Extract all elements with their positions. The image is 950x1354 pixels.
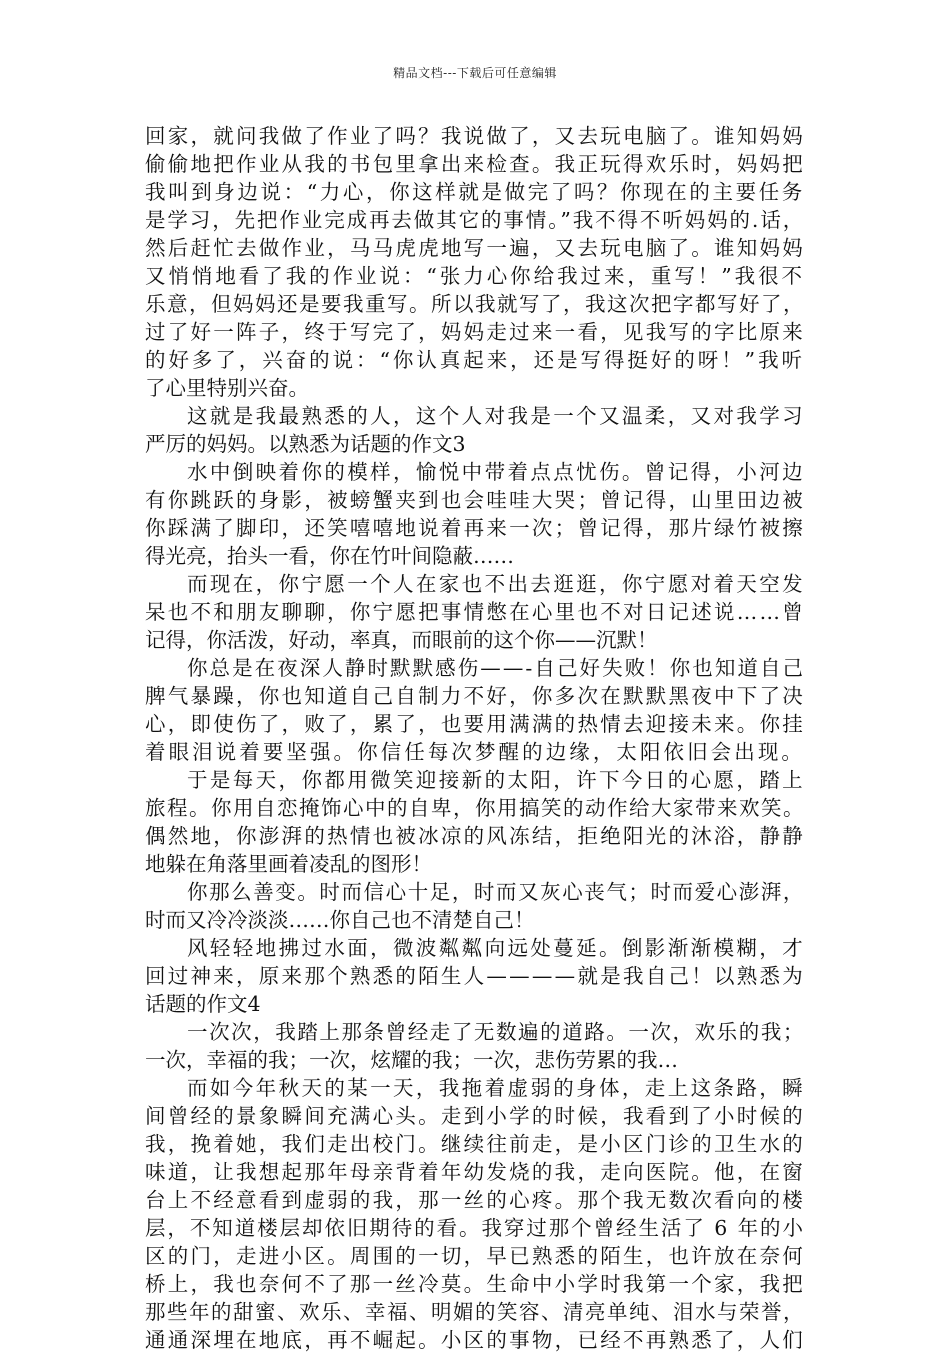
text-line: 我叫到身边说：“力心，你这样就是做完了吗？你现在的主要任务 <box>145 180 805 204</box>
text-line: 得光亮，抬头一看，你在竹叶间隐蔽…… <box>145 544 514 568</box>
text-line: 了心里特别兴奋。 <box>145 376 309 400</box>
text-line: 旅程。你用自恋掩饰心中的自卑，你用搞笑的动作给大家带来欢笑。 <box>145 796 805 820</box>
text-line: 心，即使伤了，败了，累了，也要用满满的热情去迎接未来。你挂 <box>145 712 805 736</box>
text-line: 呆也不和朋友聊聊，你宁愿把事情憋在心里也不对日记述说……曾 <box>145 600 805 624</box>
text-line: 是学习，先把作业完成再去做其它的事情。”我不得不听妈妈的.话， <box>145 208 805 232</box>
text-line: 乐意，但妈妈还是要我重写。所以我就写了，我这次把字都写好了， <box>145 292 805 316</box>
text-line: 而现在，你宁愿一个人在家也不出去逛逛，你宁愿对着天空发 <box>187 572 805 596</box>
text-line: 一次，幸福的我；一次，炫耀的我；一次，悲伤劳累的我… <box>145 1048 678 1072</box>
text-line: 有你跳跃的身影，被螃蟹夹到也会哇哇大哭；曾记得，山里田边被 <box>145 488 805 512</box>
document-body <box>145 122 805 1354</box>
text-line: 层，不知道楼层却依旧期待的看。我穿过那个曾经生活了 6 年的小 <box>145 1216 805 1240</box>
text-line: 过了好一阵子，终于写完了，妈妈走过来一看，见我写的字比原来 <box>145 320 805 344</box>
text-line: 间曾经的景象瞬间充满心头。走到小学的时候，我看到了小时候的 <box>145 1104 805 1128</box>
text-line: 我，挽着她，我们走出校门。继续往前走，是小区门诊的卫生水的 <box>145 1132 805 1156</box>
text-line: 你踩满了脚印，还笑嘻嘻地说着再来一次；曾记得，那片绿竹被擦 <box>145 516 805 540</box>
text-line: 于是每天，你都用微笑迎接新的太阳，许下今日的心愿，踏上 <box>187 768 805 792</box>
text-line: 偷偷地把作业从我的书包里拿出来检查。我正玩得欢乐时，妈妈把 <box>145 152 805 176</box>
text-line: 一次次，我踏上那条曾经走了无数遍的道路。一次，欢乐的我； <box>187 1020 805 1044</box>
text-line: 味道，让我想起那年母亲背着年幼发烧的我，走向医院。他，在窗 <box>145 1160 805 1184</box>
text-line: 那些年的甜蜜、欢乐、幸福、明媚的笑容、清亮单纯、泪水与荣誉， <box>145 1300 805 1324</box>
text-line: 时而又冷冷淡淡……你自己也不清楚自己！ <box>145 908 535 932</box>
text-line: 记得，你活泼，好动，率真，而眼前的这个你——沉默！ <box>145 628 658 652</box>
text-line: 回家，就问我做了作业了吗？我说做了，又去玩电脑了。谁知妈妈 <box>145 124 805 148</box>
text-line: 偶然地，你澎湃的热情也被冰凉的风冻结，拒绝阳光的沐浴，静静 <box>145 824 805 848</box>
text-line: 回过神来，原来那个熟悉的陌生人————就是我自己！以熟悉为 <box>145 964 805 988</box>
text-line: 你总是在夜深人静时默默感伤——-自己好失败！你也知道自己 <box>187 656 805 680</box>
text-line: 脾气暴躁，你也知道自己自制力不好，你多次在默默黑夜中下了决 <box>145 684 805 708</box>
text-line: 话题的作文4 <box>145 992 261 1016</box>
text-line: 这就是我最熟悉的人，这个人对我是一个又温柔，又对我学习 <box>187 404 805 428</box>
text-line: 地躲在角落里画着凌乱的图形！ <box>145 852 432 876</box>
text-line: 桥上，我也奈何不了那一丝冷莫。生命中小学时我第一个家，我把 <box>145 1272 805 1296</box>
text-line: 而如今年秋天的某一天，我拖着虚弱的身体，走上这条路，瞬 <box>187 1076 805 1100</box>
text-line: 又悄悄地看了我的作业说：“张力心你给我过来，重写！”我很不 <box>145 264 805 288</box>
text-line: 通通深埋在地底，再不崛起。小区的事物，已经不再熟悉了，人们 <box>145 1328 805 1352</box>
text-line: 你那么善变。时而信心十足，时而又灰心丧气；时而爱心澎湃， <box>187 880 805 904</box>
text-line: 台上不经意看到虚弱的我，那一丝的心疼。那个我无数次看向的楼 <box>145 1188 805 1212</box>
page-header: 精品文档---下载后可任意编辑 <box>393 66 557 80</box>
text-line: 区的门，走进小区。周围的一切，早已熟悉的陌生，也许放在奈何 <box>145 1244 805 1268</box>
text-line: 严厉的妈妈。以熟悉为话题的作文3 <box>145 432 466 456</box>
text-line: 风轻轻地拂过水面，微波粼粼向远处蔓延。倒影渐渐模糊，才 <box>187 936 805 960</box>
text-line: 然后赶忙去做作业，马马虎虎地写一遍，又去玩电脑了。谁知妈妈 <box>145 236 805 260</box>
text-line: 的好多了，兴奋的说：“你认真起来，还是写得挺好的呀！”我听 <box>145 348 805 372</box>
text-line: 着眼泪说着要坚强。你信任每次梦醒的边缘，太阳依旧会出现。 <box>145 740 805 764</box>
text-line: 水中倒映着你的模样，愉悦中带着点点忧伤。曾记得，小河边 <box>187 460 805 484</box>
